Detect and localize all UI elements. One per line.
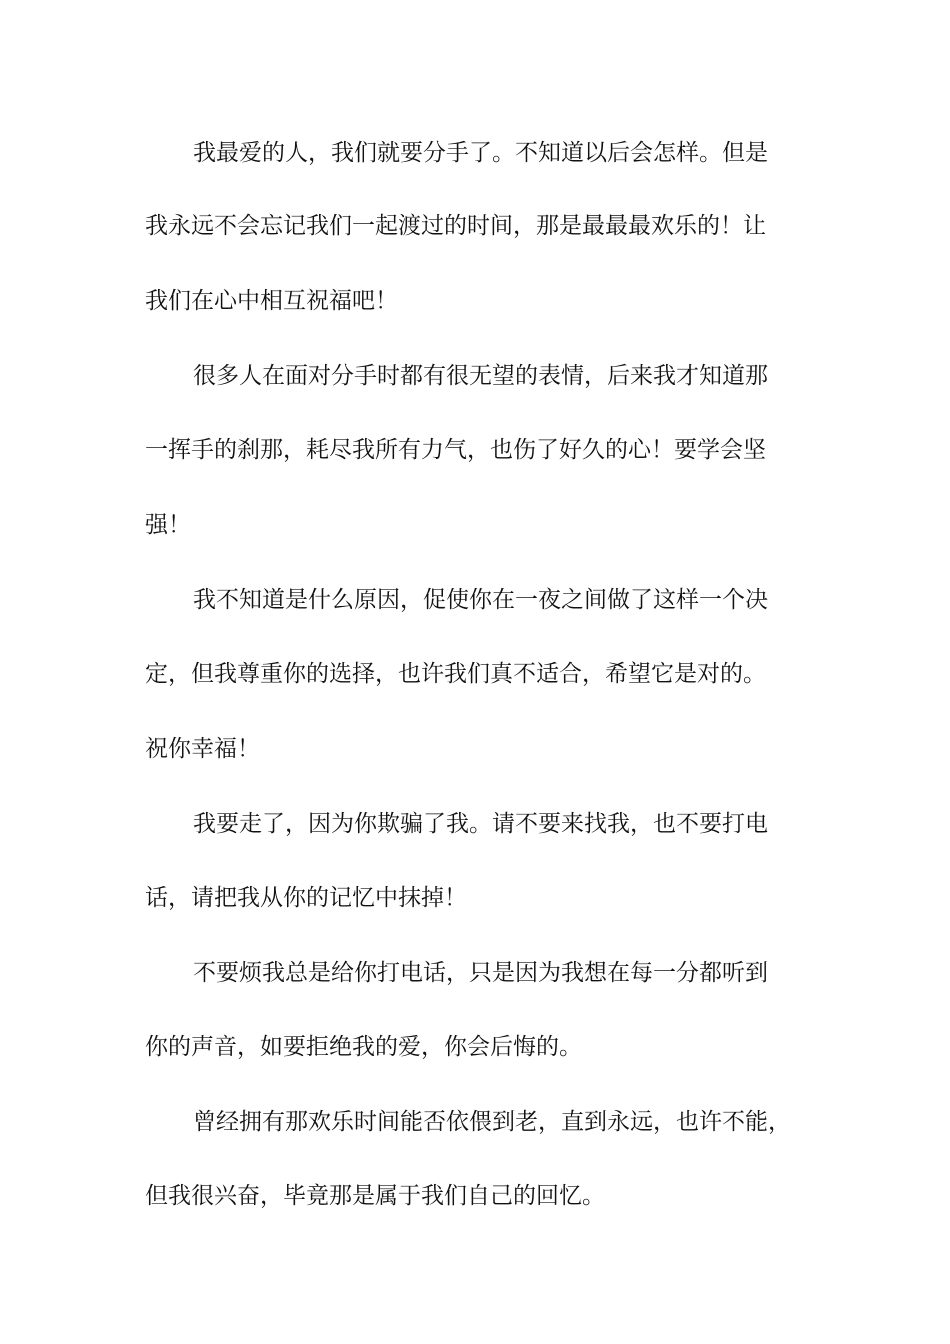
paragraph-2-line-2: 一挥手的刹那，耗尽我所有力气，也伤了好久的心！要学会坚 [145, 437, 766, 463]
paragraph-4-line-1: 我要走了，因为你欺骗了我。请不要来找我，也不要打电 [193, 811, 768, 837]
paragraph-2-line-1: 很多人在面对分手时都有很无望的表情，后来我才知道那 [193, 363, 768, 389]
paragraph-4-line-2: 话，请把我从你的记忆中抹掉！ [145, 885, 467, 911]
paragraph-5-line-2: 你的声音，如要拒绝我的爱，你会后悔的。 [145, 1034, 582, 1060]
paragraph-3-line-3: 祝你幸福！ [145, 736, 260, 762]
paragraph-1-line-3: 我们在心中相互祝福吧！ [145, 288, 398, 314]
paragraph-1-line-2: 我永远不会忘记我们一起渡过的时间，那是最最最欢乐的！让 [145, 213, 766, 239]
paragraph-3-line-2: 定，但我尊重你的选择，也许我们真不适合，希望它是对的。 [145, 661, 766, 687]
paragraph-5-line-1: 不要烦我总是给你打电话，只是因为我想在每一分都听到 [193, 960, 768, 986]
paragraph-3-line-1: 我不知道是什么原因，促使你在一夜之间做了这样一个决 [193, 587, 768, 613]
paragraph-6-line-2: 但我很兴奋，毕竟那是属于我们自己的回忆。 [145, 1183, 605, 1209]
paragraph-2-line-3: 强！ [145, 512, 191, 538]
paragraph-1-line-1: 我最爱的人，我们就要分手了。不知道以后会怎样。但是 [193, 140, 768, 166]
paragraph-6-line-1: 曾经拥有那欢乐时间能否依偎到老，直到永远，也许不能， [193, 1109, 791, 1135]
